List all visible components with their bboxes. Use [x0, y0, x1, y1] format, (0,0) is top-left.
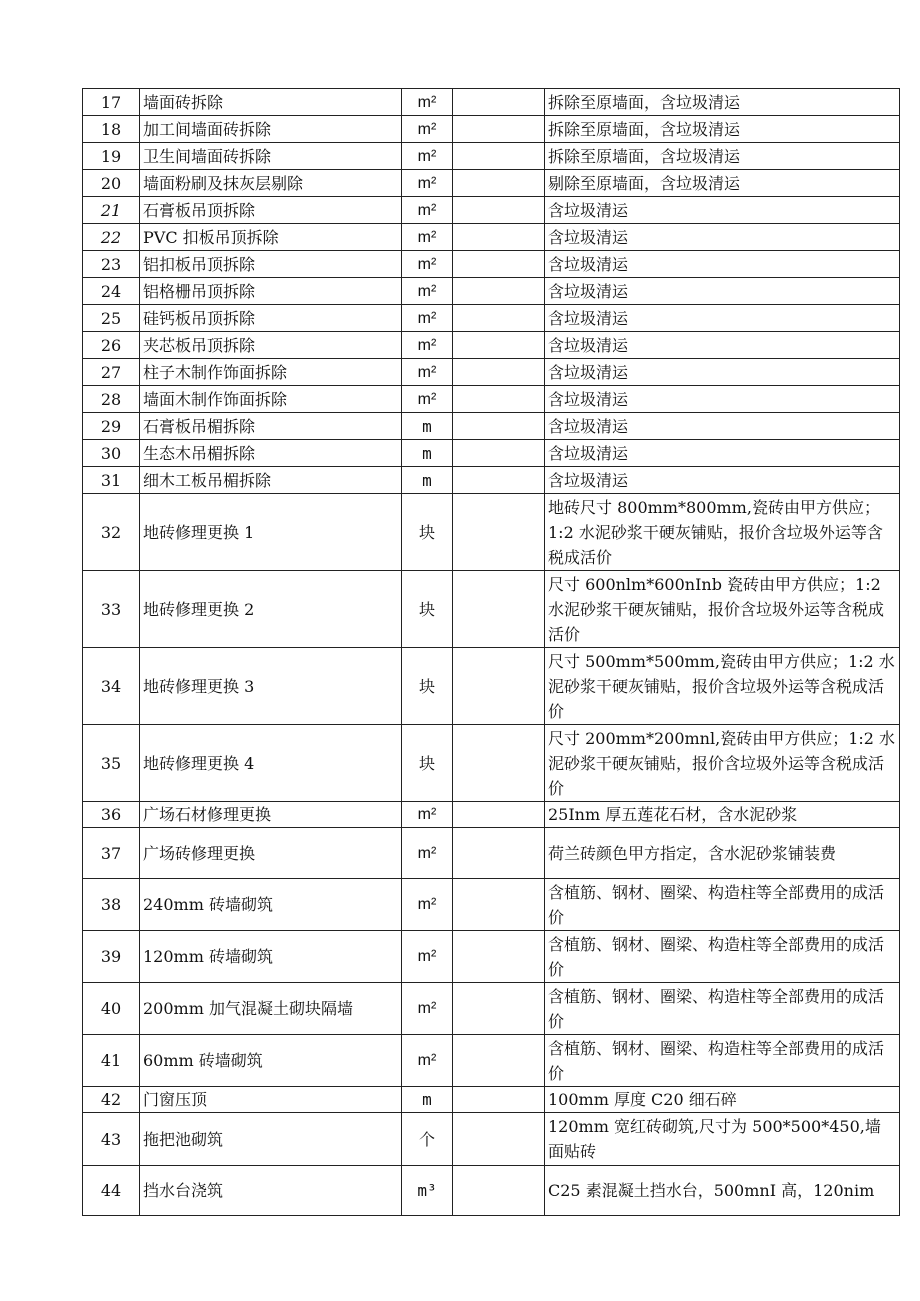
item-name: 地砖修理更换 3: [140, 648, 402, 725]
item-quantity: [453, 89, 545, 116]
table-row: [83, 386, 900, 413]
item-quantity: [453, 828, 545, 879]
item-unit: 块: [402, 648, 453, 725]
item-quantity: [453, 1113, 545, 1166]
item-number: 20: [83, 170, 140, 197]
item-unit: m²: [402, 224, 453, 251]
item-quantity: [453, 983, 545, 1035]
item-number: 33: [83, 571, 140, 648]
item-unit: m²: [402, 359, 453, 386]
item-note: 120mm 宽红砖砌筑,尺寸为 500*500*450,墙面贴砖: [545, 1113, 900, 1166]
item-note: 含植筋、钢材、圈梁、构造柱等全部费用的成活价: [545, 1035, 900, 1087]
item-note: 含垃圾清运: [545, 224, 900, 251]
item-unit: m: [402, 440, 453, 467]
item-number: 25: [83, 305, 140, 332]
item-name: 拖把池砌筑: [140, 1113, 402, 1166]
item-unit: m²: [402, 879, 453, 931]
table-row: [83, 931, 900, 983]
item-number: 38: [83, 879, 140, 931]
item-number: 27: [83, 359, 140, 386]
item-number: 19: [83, 143, 140, 170]
table-row: [83, 802, 900, 828]
item-note: 含垃圾清运: [545, 278, 900, 305]
item-number: 26: [83, 332, 140, 359]
item-unit: m²: [402, 332, 453, 359]
item-quantity: [453, 1166, 545, 1216]
table-row: [83, 1035, 900, 1087]
item-note: 含垃圾清运: [545, 467, 900, 494]
item-note: 含植筋、钢材、圈梁、构造柱等全部费用的成活价: [545, 931, 900, 983]
item-number: 36: [83, 802, 140, 828]
table-row: [83, 494, 900, 571]
item-unit: 块: [402, 571, 453, 648]
table-row: [83, 413, 900, 440]
table-row: [83, 224, 900, 251]
item-name: 细木工板吊楣拆除: [140, 467, 402, 494]
table-row: [83, 332, 900, 359]
table-row: [83, 828, 900, 879]
item-number: 44: [83, 1166, 140, 1216]
item-number: 32: [83, 494, 140, 571]
table-row: [83, 359, 900, 386]
item-name: 夹芯板吊顶拆除: [140, 332, 402, 359]
item-name: 石膏板吊顶拆除: [140, 197, 402, 224]
item-note: 含垃圾清运: [545, 440, 900, 467]
item-quantity: [453, 802, 545, 828]
item-number: 35: [83, 725, 140, 802]
item-number: 30: [83, 440, 140, 467]
item-name: 加工间墙面砖拆除: [140, 116, 402, 143]
item-name: 120mm 砖墙砌筑: [140, 931, 402, 983]
quote-table: [82, 88, 900, 1216]
item-number: 34: [83, 648, 140, 725]
item-quantity: [453, 467, 545, 494]
item-quantity: [453, 648, 545, 725]
item-name: 石膏板吊楣拆除: [140, 413, 402, 440]
item-quantity: [453, 305, 545, 332]
table-row: [83, 305, 900, 332]
table-row: [83, 725, 900, 802]
item-number: 21: [83, 197, 140, 224]
item-note: 含垃圾清运: [545, 305, 900, 332]
table-row: [83, 983, 900, 1035]
item-unit: 个: [402, 1113, 453, 1166]
item-name: 广场砖修理更换: [140, 828, 402, 879]
item-quantity: [453, 494, 545, 571]
item-quantity: [453, 224, 545, 251]
item-name: 生态木吊楣拆除: [140, 440, 402, 467]
item-unit: m²: [402, 170, 453, 197]
item-unit: 块: [402, 494, 453, 571]
item-unit: m²: [402, 197, 453, 224]
item-name: 广场石材修理更换: [140, 802, 402, 828]
item-unit: m²: [402, 251, 453, 278]
item-note: 拆除至原墙面，含垃圾清运: [545, 143, 900, 170]
item-name: 墙面粉刷及抹灰层剔除: [140, 170, 402, 197]
table-row: [83, 251, 900, 278]
item-unit: m³: [402, 1166, 453, 1216]
item-number: 17: [83, 89, 140, 116]
item-note: 荷兰砖颜色甲方指定，含水泥砂浆铺装费: [545, 828, 900, 879]
item-number: 42: [83, 1087, 140, 1113]
item-note: 剔除至原墙面，含垃圾清运: [545, 170, 900, 197]
item-name: 墙面砖拆除: [140, 89, 402, 116]
item-number: 41: [83, 1035, 140, 1087]
table-row: [83, 143, 900, 170]
item-note: 25Inm 厚五莲花石材，含水泥砂浆: [545, 802, 900, 828]
table-row: [83, 278, 900, 305]
item-note: 100mm 厚度 C20 细石碎: [545, 1087, 900, 1113]
quote-table-body: [83, 89, 900, 1216]
item-unit: 块: [402, 725, 453, 802]
item-note: 尺寸 200mm*200mnl,瓷砖由甲方供应；1:2 水泥砂浆干硬灰铺贴，报价含垃圾外运等含税成活价: [545, 725, 900, 802]
table-row: [83, 467, 900, 494]
item-note: 含植筋、钢材、圈梁、构造柱等全部费用的成活价: [545, 983, 900, 1035]
item-unit: m²: [402, 802, 453, 828]
item-name: 墙面木制作饰面拆除: [140, 386, 402, 413]
item-note: 含垃圾清运: [545, 251, 900, 278]
item-name: 铝扣板吊顶拆除: [140, 251, 402, 278]
table-row: [83, 1087, 900, 1113]
item-unit: m²: [402, 143, 453, 170]
table-row: [83, 197, 900, 224]
table-row: [83, 116, 900, 143]
item-note: 含垃圾清运: [545, 386, 900, 413]
item-name: 200mm 加气混凝土砌块隔墙: [140, 983, 402, 1035]
item-unit: m²: [402, 305, 453, 332]
item-unit: m²: [402, 931, 453, 983]
item-number: 39: [83, 931, 140, 983]
item-number: 31: [83, 467, 140, 494]
item-number: 22: [83, 224, 140, 251]
item-name: 门窗压顶: [140, 1087, 402, 1113]
item-quantity: [453, 332, 545, 359]
item-note: 地砖尺寸 800mm*800mm,瓷砖由甲方供应；1:2 水泥砂浆干硬灰铺贴，报价含垃圾外运等含税成活价: [545, 494, 900, 571]
table-row: [83, 879, 900, 931]
item-note: 尺寸 500mm*500mm,瓷砖由甲方供应；1:2 水泥砂浆干硬灰铺贴，报价含垃圾外运等含税成活价: [545, 648, 900, 725]
item-number: 24: [83, 278, 140, 305]
item-unit: m²: [402, 983, 453, 1035]
item-unit: m²: [402, 1035, 453, 1087]
item-quantity: [453, 116, 545, 143]
item-note: 含垃圾清运: [545, 413, 900, 440]
item-number: 18: [83, 116, 140, 143]
item-quantity: [453, 931, 545, 983]
item-name: 地砖修理更换 1: [140, 494, 402, 571]
item-note: C25 素混凝土挡水台，500mnI 高，120nim: [545, 1166, 900, 1216]
item-number: 29: [83, 413, 140, 440]
item-name: 挡水台浇筑: [140, 1166, 402, 1216]
item-name: 硅钙板吊顶拆除: [140, 305, 402, 332]
item-note: 含垃圾清运: [545, 197, 900, 224]
item-quantity: [453, 1087, 545, 1113]
item-note: 含植筋、钢材、圈梁、构造柱等全部费用的成活价: [545, 879, 900, 931]
item-quantity: [453, 278, 545, 305]
item-note: 尺寸 600nlm*600nInb 瓷砖由甲方供应；1:2 水泥砂浆干硬灰铺贴，报价含垃圾外运等含税成活价: [545, 571, 900, 648]
item-quantity: [453, 440, 545, 467]
item-unit: m: [402, 1087, 453, 1113]
item-unit: m²: [402, 89, 453, 116]
item-unit: m²: [402, 116, 453, 143]
item-note: 含垃圾清运: [545, 332, 900, 359]
item-name: 柱子木制作饰面拆除: [140, 359, 402, 386]
item-name: 卫生间墙面砖拆除: [140, 143, 402, 170]
item-note: 含垃圾清运: [545, 359, 900, 386]
item-quantity: [453, 879, 545, 931]
item-quantity: [453, 143, 545, 170]
item-quantity: [453, 170, 545, 197]
item-name: 60mm 砖墙砌筑: [140, 1035, 402, 1087]
table-row: [83, 571, 900, 648]
table-row: [83, 170, 900, 197]
item-number: 43: [83, 1113, 140, 1166]
item-note: 拆除至原墙面，含垃圾清运: [545, 116, 900, 143]
table-row: [83, 440, 900, 467]
item-quantity: [453, 571, 545, 648]
item-quantity: [453, 413, 545, 440]
item-name: 地砖修理更换 2: [140, 571, 402, 648]
table-row: [83, 1113, 900, 1166]
item-name: PVC 扣板吊顶拆除: [140, 224, 402, 251]
item-quantity: [453, 725, 545, 802]
item-number: 23: [83, 251, 140, 278]
item-number: 37: [83, 828, 140, 879]
item-quantity: [453, 386, 545, 413]
item-quantity: [453, 197, 545, 224]
table-row: [83, 1166, 900, 1216]
item-unit: m: [402, 467, 453, 494]
item-number: 28: [83, 386, 140, 413]
item-note: 拆除至原墙面，含垃圾清运: [545, 89, 900, 116]
item-name: 铝格栅吊顶拆除: [140, 278, 402, 305]
table-row: [83, 89, 900, 116]
item-quantity: [453, 1035, 545, 1087]
item-quantity: [453, 359, 545, 386]
item-unit: m²: [402, 386, 453, 413]
item-name: 240mm 砖墙砌筑: [140, 879, 402, 931]
item-unit: m²: [402, 828, 453, 879]
item-number: 40: [83, 983, 140, 1035]
item-quantity: [453, 251, 545, 278]
item-name: 地砖修理更换 4: [140, 725, 402, 802]
item-unit: m: [402, 413, 453, 440]
table-row: [83, 648, 900, 725]
item-unit: m²: [402, 278, 453, 305]
